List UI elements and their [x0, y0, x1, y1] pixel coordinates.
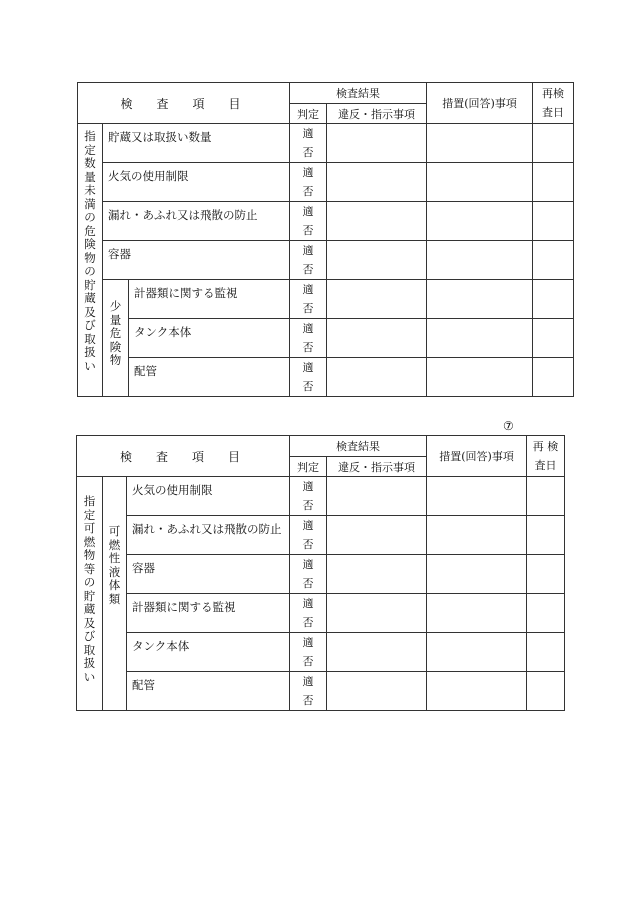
- header-inspection-items: 検 査 項 目: [77, 436, 290, 477]
- judge-ng[interactable]: 否: [290, 299, 327, 319]
- inspection-item: 火気の使用制限: [103, 163, 290, 202]
- category-vertical-label: 指 定 数 量 未 満 の 危 険 物 の 貯 蔵 及 び 取 扱 い: [78, 124, 103, 397]
- judge-ok[interactable]: 適: [290, 594, 327, 614]
- judge-ok[interactable]: 適: [290, 280, 327, 300]
- measures-cell[interactable]: [427, 163, 533, 202]
- judge-ok[interactable]: 適: [290, 633, 327, 653]
- violation-cell[interactable]: [327, 124, 427, 163]
- judge-ng[interactable]: 否: [290, 221, 327, 241]
- judge-ng[interactable]: 否: [290, 143, 327, 163]
- reinspection-cell[interactable]: [527, 477, 565, 516]
- reinspection-cell[interactable]: [533, 124, 574, 163]
- judge-ok[interactable]: 適: [290, 358, 327, 378]
- judge-ng[interactable]: 否: [290, 260, 327, 280]
- inspection-item: 容器: [127, 555, 290, 594]
- header-inspection-result: 検査結果: [290, 83, 427, 104]
- measures-cell[interactable]: [427, 477, 527, 516]
- judge-ng[interactable]: 否: [290, 652, 327, 672]
- measures-cell[interactable]: [427, 555, 527, 594]
- judge-ng[interactable]: 否: [290, 338, 327, 358]
- reinspection-cell[interactable]: [527, 672, 565, 711]
- inspection-item: 配管: [129, 358, 290, 397]
- header-reinspection-date: [527, 436, 565, 477]
- judge-ng[interactable]: 否: [290, 613, 327, 633]
- header-judgement: 判定: [290, 104, 327, 124]
- measures-cell[interactable]: [427, 516, 527, 555]
- inspection-table-2: [76, 435, 565, 711]
- inspection-item: 火気の使用制限: [127, 477, 290, 516]
- judge-ok[interactable]: 適: [290, 163, 327, 183]
- inspection-item: タンク本体: [127, 633, 290, 672]
- inspection-item: 貯蔵又は取扱い数量: [103, 124, 290, 163]
- reinspection-cell[interactable]: [527, 516, 565, 555]
- judge-ng[interactable]: 否: [290, 691, 327, 711]
- inspection-item: 計器類に関する監視: [129, 280, 290, 319]
- judge-ng[interactable]: 否: [290, 377, 327, 397]
- violation-cell[interactable]: [327, 280, 427, 319]
- header-reinspection-date: [533, 83, 574, 124]
- measures-cell[interactable]: [427, 672, 527, 711]
- header-reinspection-line2: 査日: [542, 106, 565, 119]
- reinspection-cell[interactable]: [527, 555, 565, 594]
- violation-cell[interactable]: [327, 477, 427, 516]
- reinspection-cell[interactable]: [533, 163, 574, 202]
- header-reinspection-line1: 再検: [542, 87, 565, 100]
- judge-ng[interactable]: 否: [290, 496, 327, 516]
- inspection-item: 漏れ・あふれ又は飛散の防止: [127, 516, 290, 555]
- inspection-item: 容器: [103, 241, 290, 280]
- reinspection-cell[interactable]: [533, 241, 574, 280]
- judge-ok[interactable]: 適: [290, 124, 327, 144]
- reinspection-cell[interactable]: [533, 202, 574, 241]
- inspection-item: 漏れ・あふれ又は飛散の防止: [103, 202, 290, 241]
- measures-cell[interactable]: [427, 202, 533, 241]
- measures-cell[interactable]: [427, 633, 527, 672]
- inspection-item: 配管: [127, 672, 290, 711]
- reinspection-cell[interactable]: [527, 594, 565, 633]
- measures-cell[interactable]: [427, 124, 533, 163]
- measures-cell[interactable]: [427, 358, 533, 397]
- header-violation: 違反・指示事項: [327, 104, 427, 124]
- measures-cell[interactable]: [427, 241, 533, 280]
- judge-ng[interactable]: 否: [290, 574, 327, 594]
- violation-cell[interactable]: [327, 633, 427, 672]
- judge-ng[interactable]: 否: [290, 535, 327, 555]
- measures-cell[interactable]: [427, 594, 527, 633]
- judge-ng[interactable]: 否: [290, 182, 327, 202]
- page-number: ⑦: [503, 419, 514, 433]
- reinspection-cell[interactable]: [527, 633, 565, 672]
- subcategory-vertical-label: 可 燃 性 液 体 類: [103, 477, 127, 711]
- header-reinspection-line2: 査日: [534, 459, 557, 472]
- judge-ok[interactable]: 適: [290, 202, 327, 222]
- violation-cell[interactable]: [327, 594, 427, 633]
- reinspection-cell[interactable]: [533, 319, 574, 358]
- judge-ok[interactable]: 適: [290, 319, 327, 339]
- header-inspection-result: 検査結果: [290, 436, 427, 457]
- violation-cell[interactable]: [327, 672, 427, 711]
- measures-cell[interactable]: [427, 319, 533, 358]
- category-vertical-label: 指 定 可 燃 物 等 の 貯 蔵 及 び 取 扱 い: [77, 477, 103, 711]
- violation-cell[interactable]: [327, 319, 427, 358]
- subcategory-vertical-label: 少 量 危 険 物: [103, 280, 129, 397]
- violation-cell[interactable]: [327, 358, 427, 397]
- judge-ok[interactable]: 適: [290, 555, 327, 575]
- header-measures: 措置(回答)事項: [427, 436, 527, 477]
- violation-cell[interactable]: [327, 163, 427, 202]
- judge-ok[interactable]: 適: [290, 672, 327, 692]
- header-inspection-items: 検 査 項 目: [78, 83, 290, 124]
- violation-cell[interactable]: [327, 202, 427, 241]
- judge-ok[interactable]: 適: [290, 477, 327, 497]
- violation-cell[interactable]: [327, 241, 427, 280]
- judge-ok[interactable]: 適: [290, 241, 327, 261]
- inspection-item: タンク本体: [129, 319, 290, 358]
- header-measures: 措置(回答)事項: [427, 83, 533, 124]
- measures-cell[interactable]: [427, 280, 533, 319]
- header-reinspection-line1: 再 検: [532, 440, 559, 453]
- inspection-item: 計器類に関する監視: [127, 594, 290, 633]
- inspection-table-1: [77, 82, 574, 397]
- header-violation: 違反・指示事項: [327, 457, 427, 477]
- reinspection-cell[interactable]: [533, 280, 574, 319]
- violation-cell[interactable]: [327, 555, 427, 594]
- header-judgement: 判定: [290, 457, 327, 477]
- judge-ok[interactable]: 適: [290, 516, 327, 536]
- reinspection-cell[interactable]: [533, 358, 574, 397]
- violation-cell[interactable]: [327, 516, 427, 555]
